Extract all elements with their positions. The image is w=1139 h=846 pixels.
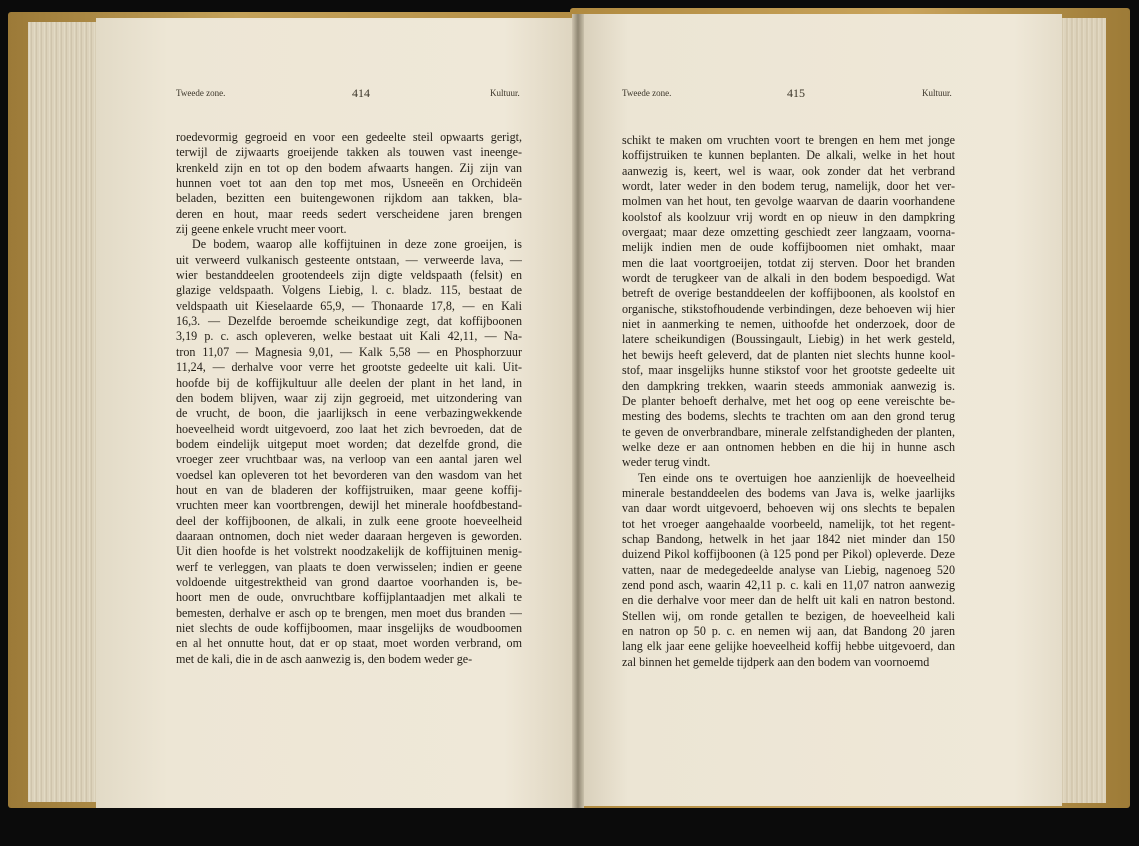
- text-line: wier bestanddeelen grootendeels zijn digte veldspaath (felsit) en: [176, 268, 522, 283]
- text-line: welke deze er aan ontnomen hebben en die hij in hunne asch: [622, 439, 955, 454]
- text-line: voedsel kan opleveren tot het bevorderen van den wasdom van het: [176, 467, 522, 482]
- text-line: hunnen voet tot aan den top met mos, Usneeën en Orchideën: [176, 176, 522, 191]
- text-line: aanwezig is, keert, wel is waar, ook zonder dat het verbrand: [622, 163, 955, 178]
- text-line: den dampkring trekken, waarin steeds ammoniak aanwezig is.: [622, 378, 955, 393]
- text-line: De bodem, waarop alle koffijtuinen in deze zone groeijen, is: [192, 237, 522, 252]
- page-edges-left: [28, 22, 98, 802]
- text-line: overgaat; maar deze omzetting geschiedt zeer langzaam, voorna-: [622, 225, 955, 240]
- text-line: De planter behoeft derhalve, met het oog op eene vereischte be-: [622, 393, 955, 408]
- text-line: en die derhalve voor meer dan de helft uit kali en natron bestond.: [622, 593, 955, 608]
- text-line: zij geene enkele vrucht meer voort.: [176, 222, 347, 237]
- text-line: vatten, naar de medegedeelde analyse van Liebig, nagenoeg 520: [622, 562, 955, 577]
- text-line: mesting des bodems, slechts te trachten om aan den grond terug: [622, 409, 955, 424]
- text-line: daaraan ontnomen, doch niet weder daaraan hergeven is geworden.: [176, 528, 522, 543]
- text-line: glazige veldspaath. Volgens Liebig, l. c. bladz. 115, bestaat de: [176, 283, 522, 298]
- text-line: en al het onnutte hout, dat er op staat, moet worden verbrand, om: [176, 636, 522, 651]
- text-line: schap Bandong, hetwelk in het jaar 1842 niet minder dan 150: [622, 531, 955, 546]
- text-line: met de kali, die in de asch aanwezig is, den bodem weder ge-: [176, 651, 473, 666]
- text-line: werf te verleggen, van plaats te doen verwisselen; indien er geene: [176, 559, 522, 574]
- text-line: tron 11,07 — Magnesia 9,01, — Kalk 5,58 — en Phosphorzuur: [176, 344, 522, 359]
- text-line: 11,24, — derhalve voor verre het grootste gedeelte uit kali. Uit-: [176, 360, 522, 375]
- text-line: wordt de terugkeer van de alkali in den bodem bespoedigd. Wat: [622, 271, 955, 286]
- text-line: en natron op 50 p. c. en nemen wij aan, dat Bandong 20 jaren: [622, 624, 955, 638]
- text-line: te geven de onverbrandbare, minerale zelfstandigheden der planten,: [622, 424, 955, 439]
- right-running-head: Tweede zone.: [622, 88, 672, 98]
- left-page-body: [176, 130, 522, 667]
- text-line: 16,3. — Dezelfde beroemde scheikundige zegt, dat koffijboonen: [176, 314, 522, 329]
- text-line: molmen van het hout, ten gevolge waarvan de daarin voorhandene: [622, 194, 955, 209]
- text-line: hoofde bij de koffijkultuur alle deelen der plant in het land, in: [176, 375, 522, 390]
- right-page-number: 415: [787, 86, 805, 100]
- text-line: het bewijs heeft geleverd, dat de planten niet slechts hunne kool-: [622, 347, 955, 362]
- text-line: bemesten, derhalve er asch op te brengen, men moet dus branden —: [176, 605, 522, 620]
- text-line: schikt te maken om vruchten voort te brengen en hem met jonge: [622, 133, 955, 147]
- text-line: tot het vroeger aangehaalde voorbeeld, namelijk, tot het regent-: [622, 516, 955, 531]
- text-line: niet in aanmerking te nemen, uithoofde het onderzoek, door de: [622, 317, 955, 332]
- text-line: niet slechts de oude koffijboomen, maar insgelijks de woudboomen: [176, 621, 522, 635]
- text-line: betreft de overige bestanddeelen der koffijboonen, als koolstof en: [622, 286, 955, 301]
- page-edges-right: [1060, 18, 1106, 803]
- text-line: duizend Pikol koffijboonen (à 125 pond per Pikol) opleverde. Deze: [622, 547, 955, 562]
- text-line: van daar wordt uitgevoerd, behoeven wij ons slechts te bepalen: [622, 501, 955, 516]
- text-line: deel der koffijboonen, de alkali, in zulk eene groote hoeveelheid: [176, 513, 522, 528]
- text-line: uit verweerd vulkanisch gesteente ontstaan, — verweerde lava, —: [176, 252, 522, 267]
- text-line: latere scheikundigen (Boussingault, Liebig) in het werk gesteld,: [622, 332, 955, 347]
- text-line: vruchten meer kan voortbrengen, dewijl het minerale hoofdbestand-: [176, 498, 522, 513]
- text-line: terwijl de zijwaarts groeijende takken als touwen vast ineenge-: [176, 145, 522, 160]
- text-line: organische, stikstofhoudende verbindingen, deze behoeven wij hier: [622, 301, 955, 316]
- text-line: weder terug vindt.: [622, 455, 711, 470]
- text-line: bodem eindelijk uitgeput moet worden; dat dezelfde grond, die: [176, 436, 522, 451]
- text-line: deren en hout, maar reeds sedert verscheidene jaren brengen: [176, 206, 522, 221]
- text-line: voldoende uitgestrektheid van grond daartoe voorhanden is, be-: [176, 574, 522, 589]
- text-line: vroeger zeer vruchtbaar was, na verloop van een aantal jaren wel: [176, 452, 522, 467]
- text-line: de vrucht, de boon, die jaarlijksch in eene verbazingwekkende: [176, 406, 522, 421]
- text-line: zal binnen het gemelde tijdperk aan den bodem van voornoemd: [622, 654, 930, 669]
- text-line: 3,19 p. c. asch opleveren, welke bestaat uit Kali 42,11, — Na-: [176, 329, 522, 344]
- text-line: zend pond asch, waarin 42,11 p. c. kali en 11,07 natron aanwezig: [622, 577, 955, 592]
- text-line: Uit dien hoofde is het volstrekt noodzakelijk de koffijtuinen menig-: [176, 544, 522, 559]
- text-line: beladen, bezitten een buitengewonen rijkdom aan takken, bla-: [176, 191, 522, 206]
- right-page-body: [622, 133, 955, 670]
- text-line: koolstof als koolzuur vrij wordt en op nieuw in den dampkring: [622, 209, 955, 224]
- right-running-head-right: Kultuur.: [922, 88, 952, 98]
- left-running-head: Tweede zone.: [176, 88, 226, 98]
- book-gutter: [572, 14, 584, 808]
- text-line: koffijstruiken te kunnen beplanten. De alkali, welke in het hout: [622, 148, 955, 163]
- text-line: den bodem blijven, waar zij zijn gegroeid, met uitzondering van: [176, 390, 522, 405]
- text-line: hout en van de bladeren der koffijstruiken, maar geene koffij-: [176, 482, 522, 497]
- text-line: stof, maar insgelijks hunne stikstof voor het grootste gedeelte uit: [622, 363, 955, 378]
- text-line: Stellen wij, om ronde getallen te bezigen, de hoeveelheid kali: [622, 608, 955, 623]
- left-running-head-right: Kultuur.: [490, 88, 520, 98]
- text-line: minerale bestanddeelen des bodems van Java is, welke jaarlijks: [622, 485, 955, 500]
- text-line: veldspaath uit Kieselaarde 65,9, — Thonaarde 17,8, — en Kali: [176, 298, 522, 313]
- text-line: krenkeld zijn en tot op den bodem afwaarts hangen. Zij zijn van: [176, 160, 522, 175]
- text-line: wordt, later weder in den bodem terug, namelijk, door het ver-: [622, 179, 955, 194]
- text-line: roedevormig gegroeid en voor een gedeelte steil opwaarts gerigt,: [176, 130, 522, 144]
- left-page-number: 414: [352, 86, 370, 100]
- text-line: men die laat voortgroeijen, totdat zij sterven. Door het branden: [622, 255, 955, 270]
- text-line: lang elk jaar eene gelijke hoeveelheid koffij hebbe uitgevoerd, dan: [622, 639, 955, 654]
- text-line: hoort men de oude, onvruchtbare koffijplantaadjen met alkali te: [176, 590, 522, 605]
- text-line: Ten einde ons te overtuigen hoe aanzienlijk de hoeveelheid: [638, 470, 955, 485]
- text-line: hoeveelheid wordt uitgevoerd, zoo laat het zich bevroeden, dat de: [176, 421, 522, 436]
- text-line: melijk indien men de oude koffijboomen niet omhakt, maar: [622, 240, 955, 255]
